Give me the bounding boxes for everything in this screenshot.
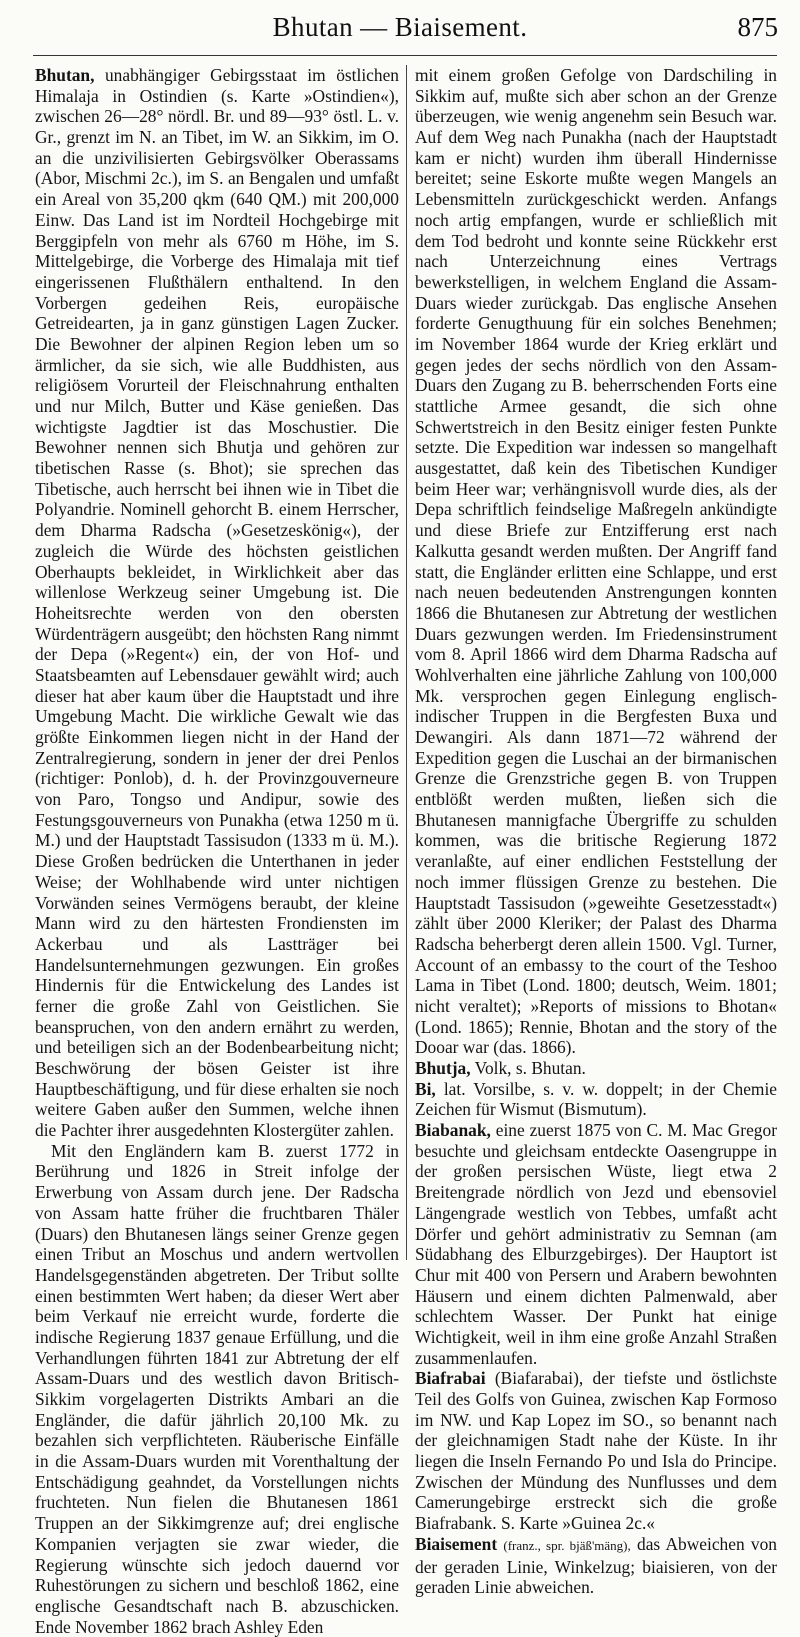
headword-bhutja: Bhutja,	[415, 1058, 471, 1078]
running-title: Bhutan — Biaisement.	[272, 12, 528, 42]
headword-bhutan: Bhutan,	[35, 65, 95, 85]
entry-biaisement	[415, 1534, 777, 1598]
header-rule	[33, 55, 777, 56]
entry-bhutan	[35, 65, 399, 1141]
entry-biabanak-text: eine zuerst 1875 von C. M. Mac Gregor besuchte und gleichsam entdeckte Oasengruppe in der großen persischen Wüste, liegt etwa 2 Breitengrade nördlich von Jezd und ebensoviel Längengrade westlich von Tebbes, umfaßt acht Dörfer und gehört administrativ zu Semnan (am Südabhang des Elburzgebirges). Der Hauptort ist Chur mit 400 von Persern und Arabern bewohnten Häusern und einem dichten Palmenwald, aber schlechtem Wasser. Der Punkt hat einige Wichtigkeit, weil in ihm eine große Anzahl Straßen zusammenlaufen.	[415, 1120, 777, 1368]
entry-bhutan-text: unabhängiger Gebirgsstaat im östlichen Himalaja in Ostindien (s. Karte »Ostindien«), zwischen 26—28° nördl. Br. und 89—93° östl. L. v. Gr., grenzt im N. an Tibet, im W. an Sikkim, im O. an die unzivilisierten Gebirgsvölker Oberassams (Abor, Mischmi 2c.), im S. an Bengalen und umfaßt ein Areal von 35,200 qkm (640 QM.) mit 200,000 Einw. Das Land ist im Nordteil Hochgebirge mit Berggipfeln von mehr als 6760 m Höhe, im S. Mittelgebirge, die Vorberge des Himalaja mit tief eingerissenen Flußthälern enthaltend. In den Vorbergen gedeihen Reis, europäische Getreidearten, ja in ganz günstigen Lagen Zucker. Die Bewohner der alpinen Region leben um so ärmlicher, da sie sich, wie alle Buddhisten, aus religiösem Vorurteil der Fleischnahrung enthalten und nur Milch, Butter und Käse genießen. Das wichtigste Jagdtier ist das Moschustier. Die Bewohner nennen sich Bhutja und gehören zur tibetischen Rasse (s. Bhot); sie sprechen das Tibetische, auch herrscht bei ihnen wie in Tibet die Polyandrie. Nominell gehorcht B. einem Herrscher, dem Dharma Radscha (»Gesetzeskönig«), der zugleich die Würde des höchsten geistlichen Oberhaupts bekleidet, in Wirklichkeit aber das willenlose Werkzeug seiner Umgebung ist. Die Hoheitsrechte werden von den obersten Würdenträgern ausgeübt; den höchsten Rang nimmt der Depa (»Regent«) ein, der von Hof- und Staatsbeamten auf Lebensdauer gewählt wird; auch dieser hat aber kaum über die Hauptstadt und ihre Umgebung Macht. Die wirkliche Gewalt wie das größte Einkommen liegen nicht in der Hand der Zentralregierung, sondern in jener der drei Penlos (richtiger: Ponlob), d. h. der Provinzgouverneure von Paro, Tongso und Andipur, sowie des Festungsgouverneurs von Punakha (etwa 1250 m ü. M.) und der Hauptstadt Tassisudon (1333 m ü. M.). Diese Großen bedrücken die Unterthanen in jeder Weise; der Wohlhabende wird unter nichtigen Vorwänden seines Vermögens beraubt, der kleine Mann wird zu den härtesten Frondiensten im Ackerbau und als Lastträger bei Handelsunternehmungen gezwungen. Ein großes Hindernis für die Entwickelung des Landes ist ferner die große Zahl von Geistlichen. Sie beanspruchen, von den andern ernährt zu werden, und beteiligen sich an der Bodenbearbeitung nicht; Beschwörung der bösen Geister ist ihre Hauptbeschäftigung, und für diese erhalten sie noch weitere Gaben außer den Summen, welche ihnen die Pachter ihrer ausgedehnten Klostergüter zahlen.	[35, 65, 399, 1141]
entry-biaisement-text: das Abweichen von der geraden Linie, Winkelzug; biaisieren, von der geraden Linie abweichen.	[415, 1533, 777, 1598]
paragraph-history: Mit den Engländern kam B. zuerst 1772 in Berührung und 1826 in Streit infolge der Erwerbung von Assam durch jene. Der Radscha von Assam hatte früher die fruchtbaren Thäler (Duars) den Bhutanesen längs seiner Grenze gegen einen Tribut an Moschus und andern wertvollen Handelsgegenständen abgetreten. Der Tribut sollte einen bestimmten Wert haben; da dieser Wert aber beim Verkauf nie erreicht wurde, forderte die indische Regierung 1837 genaue Erfüllung, und die Verhandlungen führten 1841 zur Abtretung der elf Assam-Duars und des westlich davon Britisch-Sikkim vorgelagerten Distrikts Ambari an die Engländer, die dafür jährlich 20,100 Mk. zu bezahlen sich verpflichteten. Räuberische Einfälle in die Assam-Duars wurden mit Vorenthaltung der Entschädigung geahndet, da Vorstellungen nichts fruchteten. Nun fielen die Bhutanesen 1861 Truppen an der Sikkimgrenze auf; drei englische Kompanien verjagten sie zwar wieder, die Regierung wünschte sich jedoch dauernd vor Ruhestörungen zu sichern und beschloß 1862, eine englische Gesandtschaft nach B. abzuschicken. Ende November 1862 brach Ashley Eden	[35, 1140, 399, 1637]
entry-bhutja	[415, 1058, 777, 1079]
headword-biafrabai: Biafrabai	[415, 1368, 486, 1389]
left-column	[35, 65, 399, 1637]
entry-biafrabai-text: (Biafarabai), der tiefste und östlichste Teil des Golfs von Guinea, zwischen Kap Formoso im NW. und Kap Lopez im SO., so benannt nach der gleichnamigen Stadt nahe der Küste. In ihr liegen die Inseln Fernando Po und Isla do Principe. Zwischen der Mündung des Nunflusses und dem Camerungebirge erstreckt sich die große Biafrabank. S. Karte »Guinea 2c.«	[415, 1368, 777, 1534]
column-divider	[406, 65, 407, 1260]
right-column	[415, 65, 777, 1598]
entry-bi-text: lat. Vorsilbe, s. v. w. doppelt; in der Chemie Zeichen für Wismut (Bismutum).	[415, 1078, 777, 1120]
headword-biabanak: Biabanak,	[415, 1120, 491, 1141]
entry-biabanak	[415, 1120, 777, 1368]
entry-bi	[415, 1079, 777, 1120]
page-header	[0, 0, 800, 62]
headword-biaisement: Biaisement	[415, 1533, 498, 1554]
entry-bhutja-text: Volk, s. Bhutan.	[474, 1058, 586, 1078]
entry-biafrabai	[415, 1368, 777, 1534]
page-number: 875	[737, 12, 778, 42]
paragraph-history-cont: mit einem großen Gefolge von Dardschiling in Sikkim auf, mußte sich aber schon an der Grenze überzeugen, wie wenig angenehm sein Besuch war. Auf dem Weg nach Punakha (nach der Hauptstadt kam er nicht) wurden ihm überall Hindernisse bereitet; seine Eskorte mußte wegen Mangels an Lebensmitteln zurückgeschickt werden. Anfangs noch artig empfangen, wurde er schließlich mit dem Tod bedroht und konnte seine Rückkehr erst nach Unterzeichnung eines Vertrags bewerkstelligen, in welchem England die Assam-Duars wieder zurückgab. Das englische Ansehen forderte Genugthuung für ein solches Benehmen; im November 1864 wurde der Krieg erklärt und gegen jedes der sechs nördlich von den Assam-Duars den Zugang zu B. beherrschenden Forts eine stattliche Armee gesandt, die sich ohne Schwertstreich in den Besitz einiger festen Punkte setzte. Die Expedition war indessen so mangelhaft ausgestattet, daß kein des Tibetischen Kundiger beim Heer war; verhängnisvoll wurde dies, als der Depa schriftlich feindselige Maßregeln ankündigte und diese Briefe zur Entzifferung erst nach Kalkutta gesandt werden mußten. Der Angriff fand statt, die Engländer erlitten eine Schlappe, und erst nach neuen bedeutenden Anstrengungen konnten 1866 die Bhutanesen zur Abtretung der westlichen Duars gezwungen werden. Im Friedensinstrument vom 8. April 1866 wird dem Dharma Radscha auf Wohlverhalten eine jährliche Zahlung von 100,000 Mk. versprochen gegen Einlegung englisch-indischer Truppen in die Bergfesten Buxa und Dewangiri. Als dann 1871—72 während der Expedition gegen die Luschai an der birmanischen Grenze die Grenzstriche gegen B. von Truppen entblößt werden mußten, ließen sich die Bhutanesen mannigfache Übergriffe zu schulden kommen, was die britische Regierung 1872 veranlaßte, auf einer endlichen Feststellung der noch immer flüssigen Grenze zu bestehen. Die Hauptstadt Tassisudon (»geweihte Gesetzesstadt«) zählt über 2000 Kleriker; der Palast des Dharma Radscha beherbergt deren allein 1500. Vgl. Turner, Account of an embassy to the court of the Teshoo Lama in Tibet (Lond. 1800; deutsch, Weim. 1801; nicht veraltet); »Reports of missions to Bhotan« (Lond. 1865); Rennie, Bhotan and the story of the Dooar war (das. 1866).	[415, 65, 777, 1058]
pronunciation: (franz., spr. bjäß'mäng),	[503, 1537, 631, 1553]
headword-bi: Bi,	[415, 1078, 436, 1099]
